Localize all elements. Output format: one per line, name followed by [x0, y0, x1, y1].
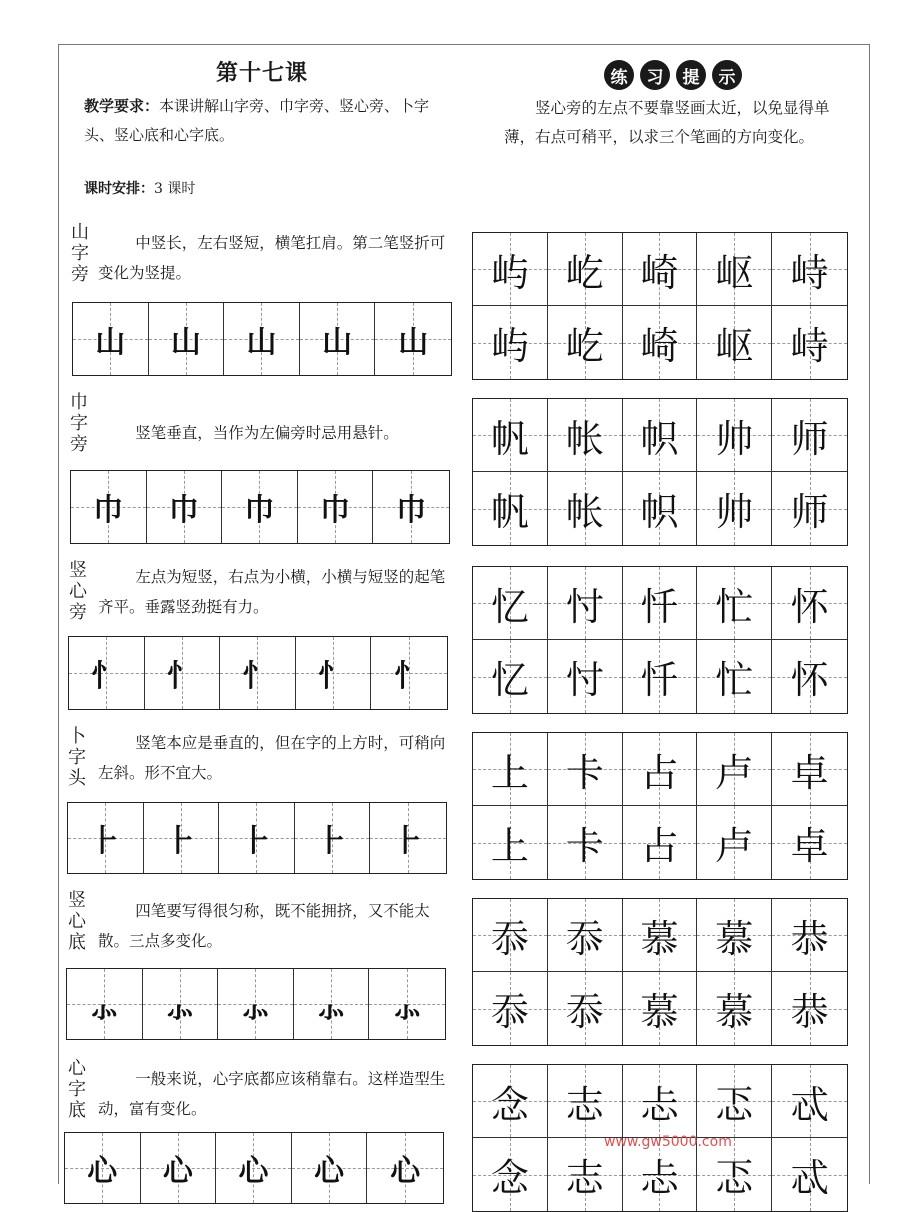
radical-demo-grid: [70, 470, 450, 544]
practice-grid: [472, 398, 848, 546]
practice-cell: [473, 806, 548, 879]
section-description: 竖笔本应是垂直的，但在字的上方时，可稍向左斜。形不宜大。: [98, 734, 446, 782]
radical-glyph: 山: [95, 325, 126, 360]
practice-cell: [623, 472, 698, 545]
practice-character: 忝: [490, 990, 529, 1034]
practice-cell: [473, 733, 548, 806]
practice-grid: [472, 566, 848, 714]
practice-character: 占: [640, 750, 679, 795]
practice-cell: [473, 1065, 548, 1138]
tips-badge: 示: [712, 60, 742, 90]
radical-glyph: ⺊: [90, 824, 121, 859]
radical-demo-grid: [68, 636, 448, 710]
practice-character: 忏: [640, 584, 679, 629]
practice-cell: [697, 399, 772, 472]
radical-glyph: 巾: [396, 493, 427, 528]
section-title: 山字旁: [71, 222, 89, 285]
practice-cell: [772, 806, 847, 879]
requirements-label: 教学要求：: [84, 97, 160, 115]
practice-grid: [472, 732, 848, 880]
section-title: 巾字旁: [70, 392, 88, 455]
practice-character: 卢: [715, 824, 754, 868]
practice-cell: [548, 472, 623, 545]
practice-character: 卡: [565, 824, 604, 868]
practice-character: 忐: [640, 1156, 679, 1200]
radical-cell: [149, 303, 225, 375]
practice-cell: [772, 1138, 847, 1211]
practice-character: 慕: [640, 990, 679, 1034]
practice-cell: [548, 806, 623, 879]
radical-glyph: ⺗: [240, 990, 271, 1025]
practice-character: 慕: [715, 990, 754, 1034]
radical-cell: [145, 637, 221, 709]
practice-character: 怀: [790, 658, 829, 702]
practice-cell: [697, 306, 772, 379]
radical-glyph: 巾: [168, 493, 199, 528]
schedule-label: 课时安排：: [84, 181, 154, 197]
practice-character: 峙: [790, 250, 829, 295]
practice-character: 帜: [640, 416, 679, 461]
radical-cell: [65, 1133, 141, 1203]
section-title: 竖心旁: [69, 560, 87, 623]
radical-cell: [73, 303, 149, 375]
practice-cell: [548, 233, 623, 306]
practice-character: 忆: [490, 584, 529, 629]
practice-character: 峙: [790, 324, 829, 368]
radical-glyph: ⺗: [164, 990, 195, 1025]
practice-cell: [473, 306, 548, 379]
practice-cell: [697, 899, 772, 972]
practice-character: 卡: [565, 750, 604, 795]
radical-cell: [216, 1133, 292, 1203]
practice-character: 崎: [640, 324, 679, 368]
practice-character: 忝: [565, 990, 604, 1034]
practice-cell: [623, 1065, 698, 1138]
practice-character: 念: [490, 1082, 529, 1127]
radical-cell: [67, 969, 143, 1039]
radical-glyph: 忄: [91, 659, 122, 694]
practice-cell: [473, 233, 548, 306]
practice-character: 占: [640, 824, 679, 868]
radical-glyph: ⺊: [165, 824, 196, 859]
radical-glyph: ⺗: [392, 990, 423, 1025]
practice-character: 忖: [565, 658, 604, 702]
radical-cell: [141, 1133, 217, 1203]
radical-glyph: ⺗: [89, 990, 120, 1025]
practice-cell: [623, 972, 698, 1045]
tips-badge: 提: [676, 60, 706, 90]
practice-character: 屿: [490, 324, 529, 368]
practice-grid: [472, 232, 848, 380]
practice-character: 忒: [790, 1156, 829, 1200]
practice-character: 忆: [490, 658, 529, 702]
section-title: 卜字头: [68, 726, 86, 789]
class-schedule: [84, 178, 195, 198]
practice-character: 卢: [715, 750, 754, 795]
radical-glyph: 山: [170, 325, 201, 360]
practice-grid: [472, 898, 848, 1046]
practice-character: 卓: [790, 824, 829, 868]
radical-glyph: 心: [238, 1154, 269, 1189]
practice-cell: [772, 972, 847, 1045]
practice-cell: [697, 1065, 772, 1138]
tips-badge: 习: [640, 60, 670, 90]
practice-character: 恭: [790, 990, 829, 1034]
radical-glyph: 巾: [244, 493, 275, 528]
radical-cell: [298, 471, 374, 543]
practice-cell: [772, 567, 847, 640]
radical-glyph: 心: [162, 1154, 193, 1189]
radical-cell: [224, 303, 300, 375]
practice-cell: [772, 399, 847, 472]
practice-cell: [772, 640, 847, 713]
radical-cell: [292, 1133, 368, 1203]
practice-cell: [473, 399, 548, 472]
radical-glyph: 忄: [242, 659, 273, 694]
practice-cell: [473, 640, 548, 713]
practice-character: 忙: [715, 658, 754, 702]
practice-cell: [697, 233, 772, 306]
practice-character: 师: [790, 416, 829, 461]
practice-character: 帅: [715, 416, 754, 461]
practice-cell: [473, 972, 548, 1045]
practice-character: 忝: [490, 916, 529, 961]
practice-character: 志: [565, 1156, 604, 1200]
section-description: 中竖长，左右竖短，横笔扛肩。第二笔竖折可变化为竖提。: [98, 234, 446, 282]
practice-character: 帆: [490, 490, 529, 534]
practice-cell: [772, 306, 847, 379]
practice-cell: [548, 972, 623, 1045]
practice-cell: [772, 899, 847, 972]
tips-badge: 练: [604, 60, 634, 90]
practice-character: 帐: [565, 490, 604, 534]
radical-demo-grid: [66, 968, 446, 1040]
practice-character: 念: [490, 1156, 529, 1200]
practice-cell: [697, 972, 772, 1045]
lesson-title: 第十七课: [216, 61, 309, 86]
practice-character: 怀: [790, 584, 829, 629]
practice-character: 慕: [715, 916, 754, 961]
practice-character: 慕: [640, 916, 679, 961]
practice-character: 师: [790, 490, 829, 534]
radical-glyph: 山: [246, 325, 277, 360]
radical-demo-grid: [67, 802, 447, 874]
radical-cell: [68, 803, 144, 873]
practice-character: 忝: [565, 916, 604, 961]
radical-cell: [300, 303, 376, 375]
practice-cell: [697, 806, 772, 879]
radical-glyph: 忄: [166, 659, 197, 694]
practice-cell: [548, 640, 623, 713]
practice-character: 忒: [790, 1082, 829, 1127]
radical-cell: [69, 637, 145, 709]
practice-cell: [473, 1138, 548, 1211]
radical-glyph: 心: [390, 1154, 421, 1189]
practice-cell: [697, 640, 772, 713]
radical-cell: [218, 969, 294, 1039]
radical-cell: [295, 803, 371, 873]
practice-cell: [623, 899, 698, 972]
practice-cell: [772, 1065, 847, 1138]
practice-character: 志: [565, 1082, 604, 1127]
practice-tips-header: [604, 60, 742, 90]
practice-cell: [697, 472, 772, 545]
practice-character: 帆: [490, 416, 529, 461]
radical-cell: [222, 471, 298, 543]
radical-glyph: ⺊: [241, 824, 272, 859]
section-description: 一般来说，心字底都应该稍靠右。这样造型生动，富有变化。: [98, 1070, 446, 1118]
section-title: 心字底: [68, 1058, 86, 1121]
section-description: 左点为短竖，右点为小横，小横与短竖的起笔齐平。垂露竖劲挺有力。: [98, 568, 446, 616]
practice-character: 忏: [640, 658, 679, 702]
practice-character: 忐: [640, 1082, 679, 1127]
practice-cell: [623, 399, 698, 472]
practice-cell: [548, 733, 623, 806]
practice-cell: [548, 899, 623, 972]
practice-cell: [548, 567, 623, 640]
practice-character: 屿: [490, 250, 529, 295]
radical-glyph: 忄: [318, 659, 349, 694]
radical-glyph: ⺗: [316, 990, 347, 1025]
practice-cell: [623, 640, 698, 713]
radical-cell: [71, 471, 147, 543]
radical-cell: [144, 803, 220, 873]
practice-character: 岖: [715, 324, 754, 368]
radical-glyph: 巾: [320, 493, 351, 528]
radical-glyph: 山: [398, 325, 429, 360]
practice-character: 崎: [640, 250, 679, 295]
practice-cell: [772, 233, 847, 306]
practice-tips-text: 竖心旁的左点不要靠竖画太近，以免显得单薄，右点可稍平，以求三个笔画的方向变化。: [504, 99, 830, 146]
practice-character: 上: [490, 750, 529, 795]
practice-cell: [548, 306, 623, 379]
radical-cell: [367, 1133, 443, 1203]
practice-character: 帐: [565, 416, 604, 461]
practice-cell: [623, 806, 698, 879]
practice-cell: [772, 733, 847, 806]
practice-cell: [623, 233, 698, 306]
practice-cell: [548, 1065, 623, 1138]
practice-cell: [772, 472, 847, 545]
radical-glyph: 巾: [93, 493, 124, 528]
teaching-requirements: [84, 92, 456, 150]
radical-cell: [373, 471, 449, 543]
radical-glyph: 忄: [394, 659, 425, 694]
radical-cell: [375, 303, 451, 375]
practice-character: 忙: [715, 584, 754, 629]
practice-character: 屹: [565, 324, 604, 368]
practice-character: 帅: [715, 490, 754, 534]
radical-cell: [143, 969, 219, 1039]
practice-cell: [623, 306, 698, 379]
radical-glyph: ⺊: [393, 824, 424, 859]
watermark: www.gw5000.com: [604, 1134, 732, 1150]
section-title: 竖心底: [68, 890, 86, 953]
practice-character: 帜: [640, 490, 679, 534]
radical-cell: [220, 637, 296, 709]
radical-glyph: ⺊: [317, 824, 348, 859]
radical-cell: [294, 969, 370, 1039]
practice-character: 屹: [565, 250, 604, 295]
radical-cell: [369, 969, 445, 1039]
practice-character: 恭: [790, 916, 829, 961]
radical-glyph: 心: [314, 1154, 345, 1189]
practice-character: 岖: [715, 250, 754, 295]
practice-character: 忑: [715, 1082, 754, 1127]
practice-cell: [697, 567, 772, 640]
radical-cell: [296, 637, 372, 709]
practice-cell: [548, 399, 623, 472]
radical-glyph: 心: [87, 1154, 118, 1189]
practice-cell: [473, 567, 548, 640]
radical-cell: [147, 471, 223, 543]
radical-cell: [370, 803, 446, 873]
practice-cell: [623, 567, 698, 640]
section-description: 四笔要写得很匀称，既不能拥挤，又不能太散。三点多变化。: [98, 902, 430, 950]
schedule-text: 3 课时: [154, 181, 196, 197]
practice-character: 上: [490, 824, 529, 868]
practice-cell: [697, 733, 772, 806]
radical-demo-grid: [64, 1132, 444, 1204]
practice-character: 忖: [565, 584, 604, 629]
practice-cell: [473, 472, 548, 545]
radical-glyph: 山: [322, 325, 353, 360]
requirements-text: 本课讲解山字旁、巾字旁、竖心旁、卜字头、竖心底和心字底。: [84, 97, 430, 144]
radical-cell: [219, 803, 295, 873]
practice-character: 卓: [790, 750, 829, 795]
practice-character: 忑: [715, 1156, 754, 1200]
section-description: 竖笔垂直，当作为左偏旁时忌用悬针。: [135, 424, 399, 442]
radical-cell: [371, 637, 447, 709]
practice-cell: [623, 733, 698, 806]
radical-demo-grid: [72, 302, 452, 376]
practice-cell: [473, 899, 548, 972]
